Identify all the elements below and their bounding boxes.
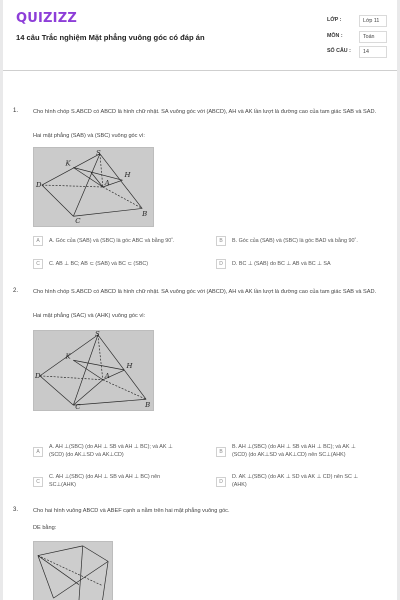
meta-subject-key: MÔN : bbox=[327, 33, 343, 39]
figure-2-label-h: H bbox=[126, 362, 133, 371]
option-text-line-2: (SCD) (do AK⊥SD và AK⊥CD) nên SC⊥(AHK) bbox=[232, 452, 346, 458]
option-letter-box: C bbox=[33, 477, 43, 487]
meta-count-value: 14 bbox=[359, 46, 387, 58]
figure-1-label-b: B bbox=[142, 210, 148, 219]
question-3-number: 3. bbox=[13, 507, 19, 513]
question-2-prompt: Hai mặt phẳng (SAC) và (AHK) vuông góc vì: bbox=[33, 313, 146, 319]
option-text-line-2: SC⊥(AHK) bbox=[49, 482, 76, 488]
question-1-prompt: Hai mặt phẳng (SAB) và (SBC) vuông góc vì: bbox=[33, 133, 145, 139]
option-text-line-1: D. AK ⊥(SBC) (do AK ⊥ SD và AK ⊥ CD) nên SC ⊥ bbox=[232, 474, 359, 480]
option-text-line-1: B. AH ⊥(SBC) (do AH ⊥ SB và AH ⊥ BC); và AK ⊥ bbox=[232, 444, 356, 450]
document-header bbox=[3, 0, 397, 71]
figure-2-label-a: A bbox=[104, 371, 110, 380]
question-2-option-b[interactable] bbox=[216, 444, 392, 462]
figure-2-label-k: K bbox=[65, 352, 71, 361]
quizizz-logo: QUIZIZZ bbox=[16, 11, 77, 26]
meta-grade-value: Lớp 11 bbox=[359, 15, 387, 27]
figure-1-label-s: S bbox=[95, 148, 101, 157]
question-3-figure bbox=[33, 541, 113, 600]
option-text: D. BC ⊥ (SAB) do BC ⊥ AB và BC ⊥ SA bbox=[232, 261, 331, 267]
figure-2-label-d: D bbox=[34, 371, 41, 380]
meta-count-key: SỐ CÂU : bbox=[327, 48, 351, 54]
option-letter-box: B bbox=[216, 236, 226, 246]
figure-1-label-h: H bbox=[124, 171, 131, 180]
option-text-line-1: A. AH ⊥(SBC) (do AH ⊥ SB và AH ⊥ BC); và AK ⊥ bbox=[49, 444, 173, 450]
figure-1-label-k: K bbox=[65, 159, 71, 168]
figure-1-label-d: D bbox=[35, 181, 42, 189]
figure-2-label-b: B bbox=[145, 401, 151, 410]
meta-subject bbox=[327, 31, 387, 45]
option-text: B. Góc của (SAB) và (SBC) là góc BAD và bằng 90˚. bbox=[232, 238, 358, 244]
question-1-option-c[interactable] bbox=[33, 259, 213, 271]
figure-2-label-s: S bbox=[94, 331, 100, 338]
question-2-number: 2. bbox=[13, 288, 19, 294]
meta-grade-key: LỚP : bbox=[327, 17, 342, 23]
figure-1-label-c: C bbox=[75, 217, 81, 226]
question-3-prompt: DE bằng: bbox=[33, 525, 57, 531]
option-text-line-2: (SCD) (do AK⊥SD và AK⊥CD) bbox=[49, 452, 124, 458]
question-1-number: 1. bbox=[13, 108, 19, 114]
question-3-text: Cho hai hình vuông ABCD và ABEF cạnh a nằm trên hai mặt phẳng vuông góc. bbox=[33, 508, 230, 514]
question-2-option-a[interactable] bbox=[33, 444, 213, 462]
question-1-option-d[interactable] bbox=[216, 259, 392, 271]
document-page bbox=[3, 0, 397, 600]
option-letter-box: B bbox=[216, 447, 226, 457]
figure-1-label-a: A bbox=[104, 179, 110, 188]
question-1-figure bbox=[33, 147, 154, 227]
option-text-line-1: C. AH ⊥(SBC) (do AH ⊥ SB và AH ⊥ BC) nên bbox=[49, 474, 161, 480]
question-1-option-b[interactable] bbox=[216, 236, 392, 248]
option-letter-box: D bbox=[216, 259, 226, 269]
question-2-text: Cho hình chóp S.ABCD có ABCD là hình chữ nhật. SA vuông góc với (ABCD), AH và AK lần lượt là đường cao của tam giác SAB và SAD. bbox=[33, 289, 377, 295]
question-1-option-a[interactable] bbox=[33, 236, 213, 248]
meta-count bbox=[327, 46, 387, 60]
option-text: C. AB ⊥ BC; AB ⊂ (SAB) và BC ⊂ (SBC) bbox=[49, 261, 149, 267]
question-1-text: Cho hình chóp S.ABCD có ABCD là hình chữ nhật. SA vuông góc với (ABCD), AH và AK lần lượt là đường cao của tam giác SAB và SAD. bbox=[33, 109, 377, 115]
option-letter-box: C bbox=[33, 259, 43, 269]
meta-subject-value: Toán bbox=[359, 31, 387, 43]
option-letter-box: A bbox=[33, 447, 43, 457]
option-text-line-2: (AHK) bbox=[232, 482, 247, 488]
option-text: A. Góc của (SAB) và (SBC) là góc ABC và bằng 90˚. bbox=[49, 238, 175, 244]
meta-grade bbox=[327, 15, 387, 29]
option-letter-box: A bbox=[33, 236, 43, 246]
question-2-option-d[interactable] bbox=[216, 474, 392, 492]
document-title: 14 câu Trắc nghiệm Mặt phẳng vuông góc có đáp án bbox=[16, 33, 205, 42]
option-letter-box: D bbox=[216, 477, 226, 487]
figure-2-label-c: C bbox=[75, 403, 81, 410]
question-2-figure bbox=[33, 330, 154, 411]
question-2-option-c[interactable] bbox=[33, 474, 213, 492]
